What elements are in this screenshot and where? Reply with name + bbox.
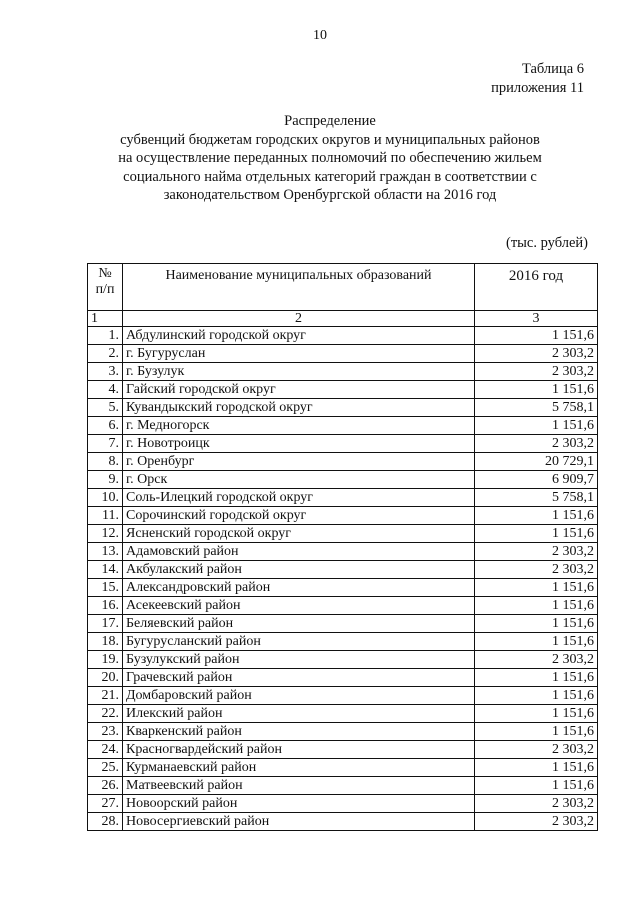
table-row: [88, 651, 598, 669]
row-municipality-name: Беляевский район: [123, 615, 475, 633]
row-municipality-name: Илекский район: [123, 705, 475, 723]
row-number: 14.: [88, 561, 123, 579]
row-municipality-name: Грачевский район: [123, 669, 475, 687]
row-amount: 1 151,6: [475, 777, 598, 795]
row-municipality-name: Бузулукский район: [123, 651, 475, 669]
table-row: [88, 525, 598, 543]
table-row: [88, 489, 598, 507]
row-amount: 2 303,2: [475, 543, 598, 561]
row-municipality-name: Кваркенский район: [123, 723, 475, 741]
table-body: [88, 327, 598, 831]
table-row: [88, 615, 598, 633]
row-number: 16.: [88, 597, 123, 615]
page-number: 10: [313, 28, 327, 43]
table-row: [88, 579, 598, 597]
table-row: [88, 363, 598, 381]
row-municipality-name: г. Бузулук: [123, 363, 475, 381]
table-row: [88, 759, 598, 777]
row-number: 9.: [88, 471, 123, 489]
row-number: 8.: [88, 453, 123, 471]
row-number: 13.: [88, 543, 123, 561]
row-number: 10.: [88, 489, 123, 507]
row-amount: 1 151,6: [475, 327, 598, 345]
table-row: [88, 813, 598, 831]
distribution-table: [87, 263, 598, 831]
row-municipality-name: Соль-Илецкий городской округ: [123, 489, 475, 507]
row-number: 5.: [88, 399, 123, 417]
row-municipality-name: Ясненский городской округ: [123, 525, 475, 543]
row-amount: 2 303,2: [475, 561, 598, 579]
index-col-3: 3: [475, 311, 598, 327]
row-amount: 5 758,1: [475, 399, 598, 417]
row-municipality-name: Александровский район: [123, 579, 475, 597]
index-col-2: 2: [123, 311, 475, 327]
table-row: [88, 507, 598, 525]
row-amount: 1 151,6: [475, 615, 598, 633]
row-number: 25.: [88, 759, 123, 777]
table-label: [491, 60, 584, 98]
row-amount: 2 303,2: [475, 795, 598, 813]
table-row: [88, 723, 598, 741]
table-index-row: [88, 311, 598, 327]
table-row: [88, 453, 598, 471]
row-number: 20.: [88, 669, 123, 687]
table-row: [88, 471, 598, 489]
row-amount: 2 303,2: [475, 435, 598, 453]
row-municipality-name: г. Медногорск: [123, 417, 475, 435]
row-number: 24.: [88, 741, 123, 759]
row-municipality-name: Акбулакский район: [123, 561, 475, 579]
table-row: [88, 777, 598, 795]
table-row: [88, 417, 598, 435]
row-municipality-name: Сорочинский городской округ: [123, 507, 475, 525]
row-amount: 2 303,2: [475, 813, 598, 831]
row-number: 27.: [88, 795, 123, 813]
row-amount: 2 303,2: [475, 651, 598, 669]
row-municipality-name: Красногвардейский район: [123, 741, 475, 759]
row-amount: 1 151,6: [475, 597, 598, 615]
row-number: 19.: [88, 651, 123, 669]
row-municipality-name: Домбаровский район: [123, 687, 475, 705]
row-municipality-name: Новосергиевский район: [123, 813, 475, 831]
row-amount: 1 151,6: [475, 705, 598, 723]
row-number: 15.: [88, 579, 123, 597]
row-amount: 1 151,6: [475, 723, 598, 741]
units-note: (тыс. рублей): [506, 235, 588, 251]
title-line-1: Распределение: [284, 113, 376, 129]
row-amount: 2 303,2: [475, 363, 598, 381]
row-number: 3.: [88, 363, 123, 381]
title-line-2: субвенций бюджетам городских округов и муниципальных районов: [120, 131, 540, 148]
row-number: 17.: [88, 615, 123, 633]
row-amount: 1 151,6: [475, 507, 598, 525]
table-row: [88, 687, 598, 705]
row-number: 2.: [88, 345, 123, 363]
table-row: [88, 633, 598, 651]
row-municipality-name: Асекеевский район: [123, 597, 475, 615]
header-number-text: № п/п: [95, 266, 115, 297]
row-number: 4.: [88, 381, 123, 399]
row-municipality-name: Гайский городской округ: [123, 381, 475, 399]
row-municipality-name: г. Оренбург: [123, 453, 475, 471]
row-amount: 1 151,6: [475, 417, 598, 435]
title-line-4: социального найма отдельных категорий граждан в соответствии с: [123, 168, 537, 185]
row-municipality-name: Абдулинский городской округ: [123, 327, 475, 345]
row-number: 1.: [88, 327, 123, 345]
title-line-3: на осуществление переданных полномочий по обеспечению жильем: [118, 150, 542, 166]
table-row: [88, 669, 598, 687]
row-municipality-name: Матвеевский район: [123, 777, 475, 795]
header-number: [88, 264, 123, 311]
table-row: [88, 543, 598, 561]
row-number: 28.: [88, 813, 123, 831]
table-row: [88, 741, 598, 759]
row-number: 6.: [88, 417, 123, 435]
row-number: 26.: [88, 777, 123, 795]
row-amount: 1 151,6: [475, 525, 598, 543]
appendix-label-line: приложения 11: [491, 80, 584, 96]
header-name: Наименование муниципальных образований: [123, 264, 475, 311]
row-number: 21.: [88, 687, 123, 705]
header-year: 2016 год: [475, 264, 598, 311]
row-amount: 1 151,6: [475, 759, 598, 777]
row-amount: 1 151,6: [475, 669, 598, 687]
row-amount: 2 303,2: [475, 741, 598, 759]
row-number: 7.: [88, 435, 123, 453]
row-amount: 5 758,1: [475, 489, 598, 507]
row-municipality-name: г. Новотроицк: [123, 435, 475, 453]
row-number: 11.: [88, 507, 123, 525]
row-number: 22.: [88, 705, 123, 723]
table-row: [88, 381, 598, 399]
row-municipality-name: Новоорский район: [123, 795, 475, 813]
row-municipality-name: г. Бугуруслан: [123, 345, 475, 363]
row-municipality-name: г. Орск: [123, 471, 475, 489]
row-number: 18.: [88, 633, 123, 651]
row-amount: 1 151,6: [475, 381, 598, 399]
table-row: [88, 435, 598, 453]
table-header-row: [88, 264, 598, 311]
table-row: [88, 561, 598, 579]
row-amount: 1 151,6: [475, 633, 598, 651]
row-amount: 20 729,1: [475, 453, 598, 471]
row-amount: 1 151,6: [475, 579, 598, 597]
table-row: [88, 345, 598, 363]
row-number: 12.: [88, 525, 123, 543]
index-col-1: 1: [88, 311, 123, 327]
table-row: [88, 795, 598, 813]
row-amount: 6 909,7: [475, 471, 598, 489]
table-row: [88, 399, 598, 417]
table-row: [88, 597, 598, 615]
row-amount: 2 303,2: [475, 345, 598, 363]
document-title: [60, 112, 600, 205]
row-amount: 1 151,6: [475, 687, 598, 705]
row-number: 23.: [88, 723, 123, 741]
table-row: [88, 327, 598, 345]
row-municipality-name: Кувандыкский городской округ: [123, 399, 475, 417]
row-municipality-name: Курманаевский район: [123, 759, 475, 777]
row-municipality-name: Бугурусланский район: [123, 633, 475, 651]
table-row: [88, 705, 598, 723]
row-municipality-name: Адамовский район: [123, 543, 475, 561]
title-line-5: законодательством Оренбургской области на 2016 год: [163, 187, 497, 203]
table-label-line: Таблица 6: [521, 61, 584, 77]
